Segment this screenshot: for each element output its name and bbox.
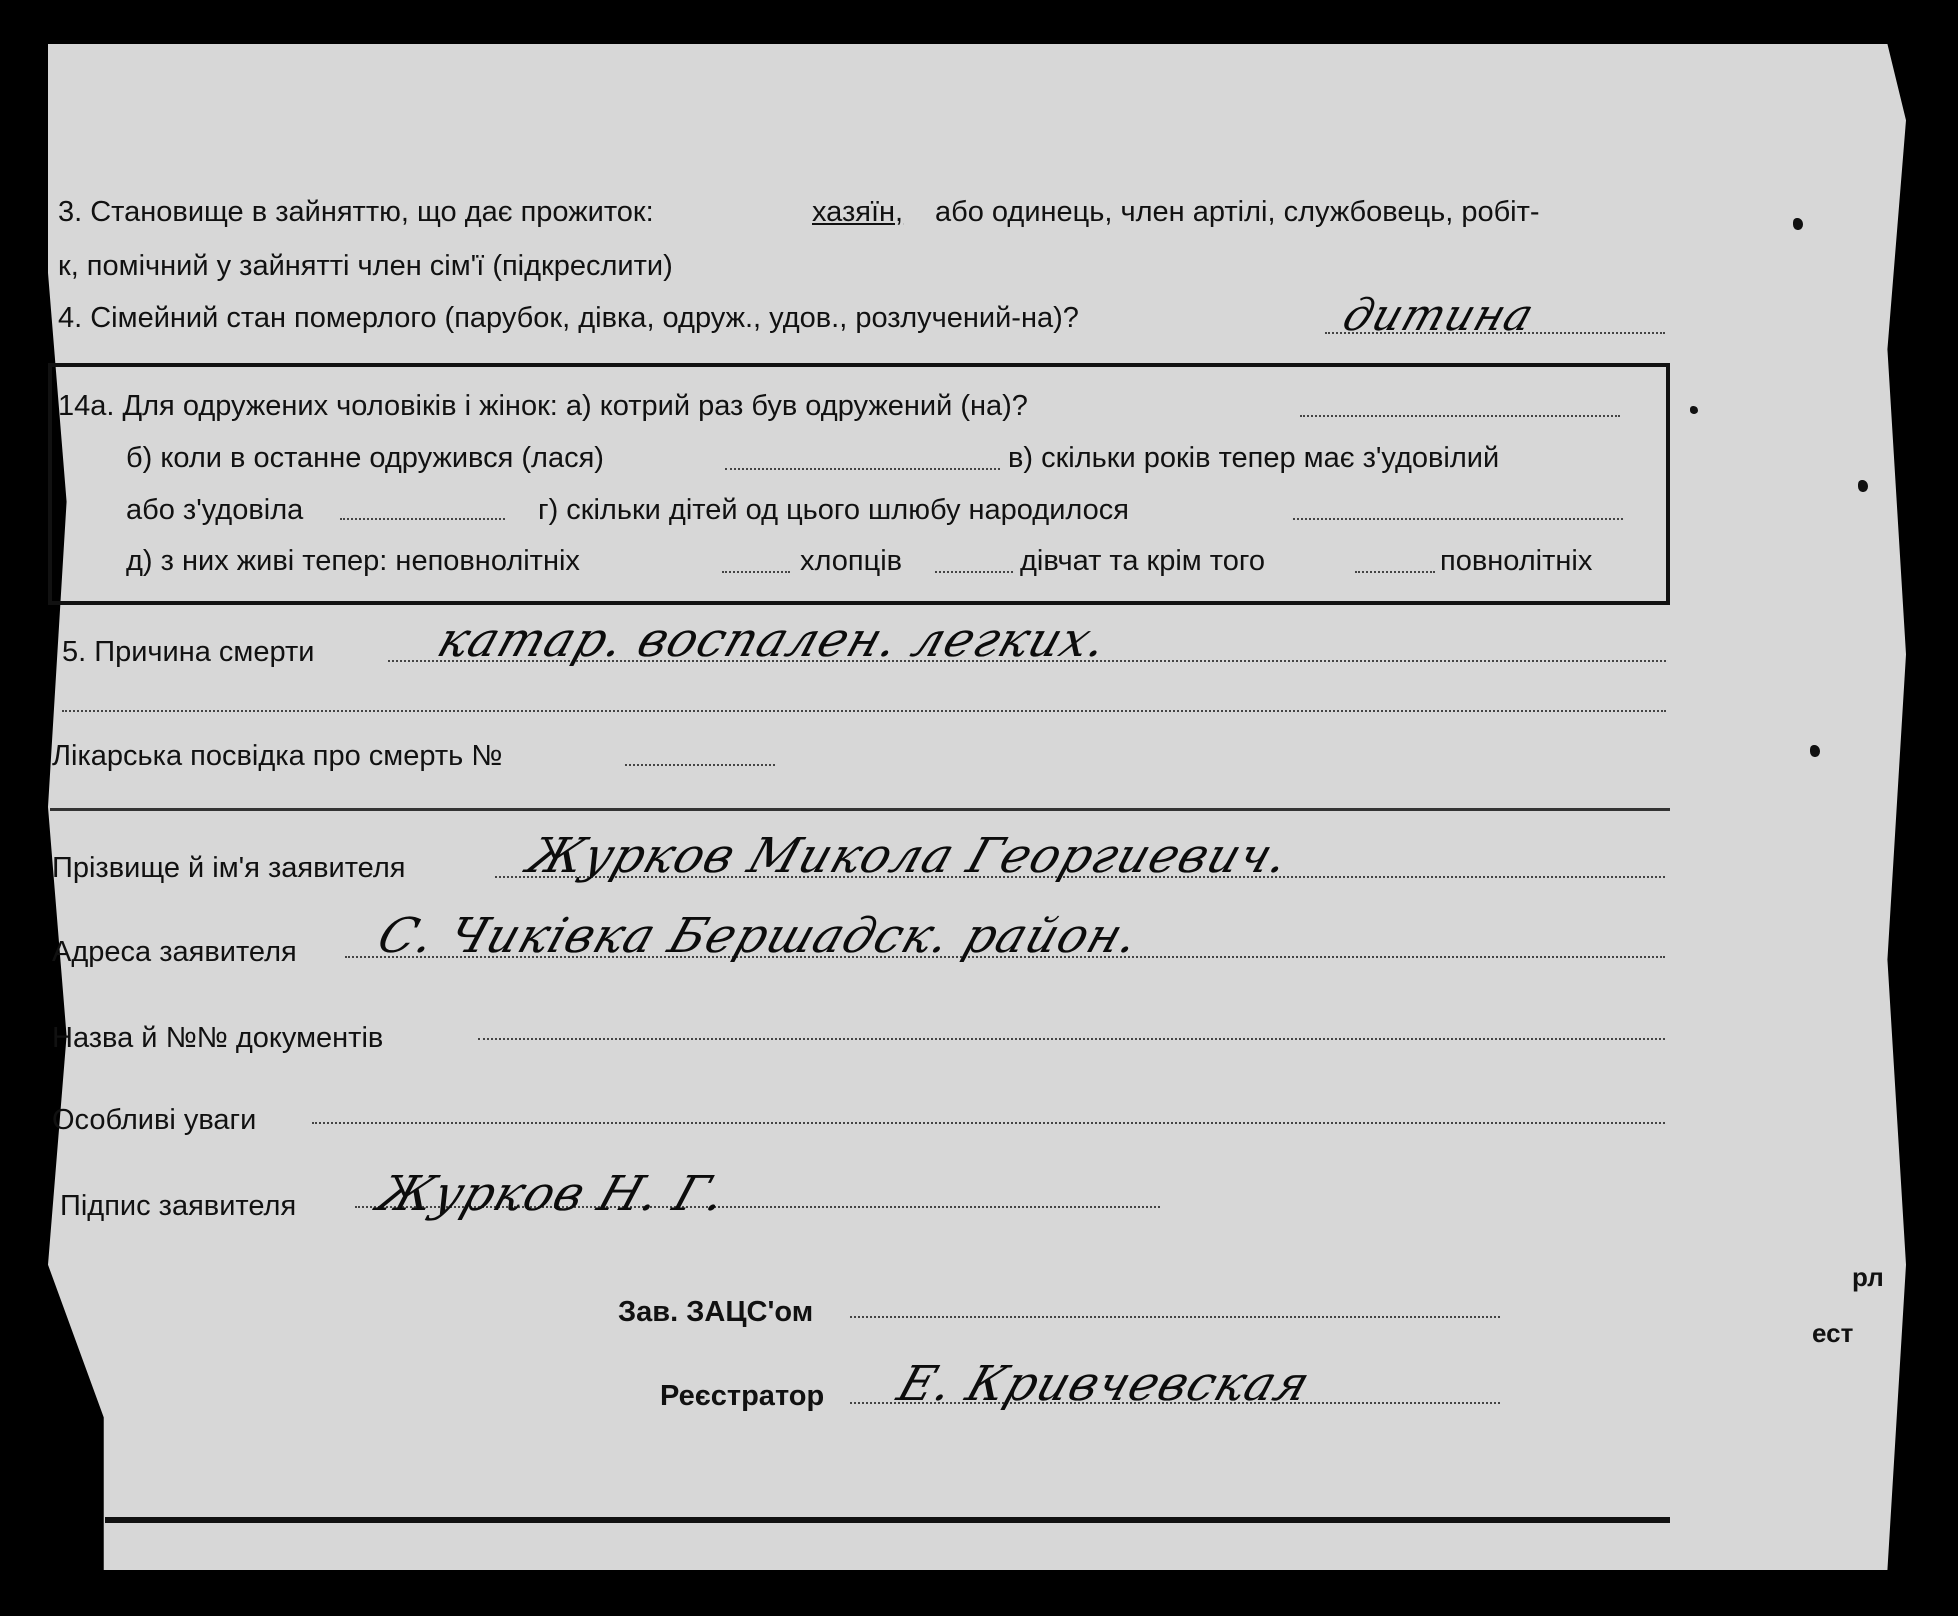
applicant-address-handwritten: С. Чиківка Бершадск. район. — [370, 908, 1147, 964]
item-14a-widowed-label: або з'удовіла — [126, 494, 304, 526]
item-14a-a-answer-line — [1300, 415, 1620, 417]
remarks-line — [312, 1122, 1665, 1124]
item-13-underlined-option: хазяїн, — [812, 196, 904, 228]
item-14a-label: 14а. Для одружених чоловіків і жінок: а) котрий раз був одружений (на)? — [58, 390, 1028, 422]
applicant-name-handwritten: Журков Микола Георгиевич. — [520, 828, 1297, 884]
bottom-rule — [105, 1517, 1670, 1523]
item-15-label: 5. Причина смерти — [62, 636, 315, 668]
item-14a-boys-label: хлопців — [800, 545, 903, 577]
signature-label: Підпис заявителя — [60, 1190, 297, 1222]
edge-text-a: рл — [1852, 1262, 1884, 1292]
item-14a-b-label: б) коли в останне одружився (лася) — [126, 442, 604, 474]
death-certificate-number-line — [625, 764, 775, 766]
edge-text-b: ест — [1812, 1318, 1854, 1348]
ink-speck — [1793, 218, 1803, 230]
item-14-handwritten-answer: дитина — [1336, 290, 1541, 341]
applicant-signature-handwritten: Журков Н. Г. — [370, 1166, 734, 1222]
ink-speck — [1810, 745, 1820, 757]
head-label: Зав. ЗАЦС'ом — [618, 1296, 814, 1328]
ink-speck — [1690, 406, 1698, 414]
registrar-label: Реєстратор — [660, 1380, 825, 1412]
item-14-label: 4. Сімейний стан померлого (парубок, дівка, одруж., удов., розлучений-на)? — [58, 302, 1079, 334]
item-14a-girls-label: дівчат та крім того — [1020, 545, 1265, 577]
registrar-signature-handwritten: Е. Кривчевская — [890, 1356, 1318, 1412]
section-divider — [50, 808, 1670, 811]
item-15-handwritten-answer: катар. воспален. легких. — [430, 612, 1116, 668]
item-14a-adults-label: повнолітніх — [1440, 545, 1593, 577]
documents-line — [478, 1038, 1665, 1040]
item-14a-widowed-answer-line — [340, 518, 505, 520]
ink-speck — [1858, 480, 1868, 492]
item-13-continuation: к, помічний у зайнятті член сім'ї (підкреслити) — [58, 250, 673, 282]
documents-label: Назва й №№ документів — [52, 1022, 384, 1054]
item-14a-b-answer-line — [725, 468, 1000, 470]
item-14a-v-label: в) скільки років тепер має з'удовілий — [1008, 442, 1500, 474]
remarks-label: Особливі уваги — [52, 1104, 257, 1136]
item-14a-g-answer-line — [1293, 518, 1623, 520]
item-14a-girls-line — [1355, 571, 1435, 573]
item-14a-g-label: г) скільки дітей од цього шлюбу народилося — [538, 494, 1129, 526]
death-certificate-label: Лікарська посвідка про смерть № — [52, 740, 503, 772]
applicant-name-label: Прізвище й ім'я заявителя — [52, 852, 406, 884]
head-signature-line — [850, 1316, 1500, 1318]
item-14a-boys-line — [935, 571, 1013, 573]
item-15-answer-line-2 — [62, 710, 1666, 712]
applicant-address-label: Адреса заявителя — [52, 936, 297, 968]
item-14a-minors-line — [722, 571, 790, 573]
item-13-options: або одинець, член артілі, службовець, робіт- — [935, 196, 1540, 228]
item-13-label: 3. Становище в зайняттю, що дає прожиток: — [58, 196, 654, 228]
item-14a-d-label: д) з них живі тепер: неповнолітніх — [126, 545, 580, 577]
